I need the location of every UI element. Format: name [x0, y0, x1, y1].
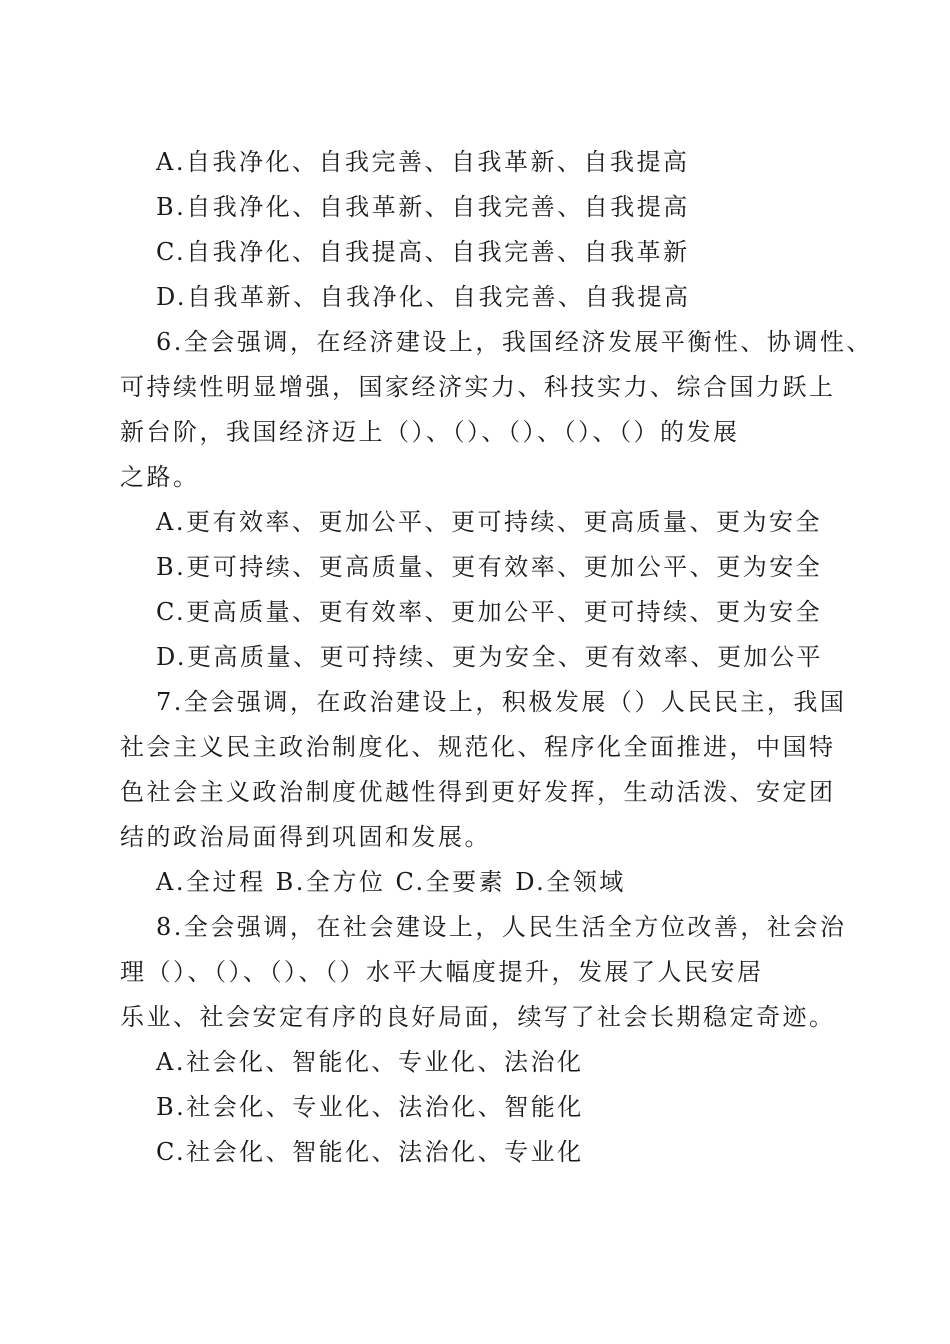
q7-line-1: 7.全会强调，在政治建设上，积极发展（）人民民主，我国 — [156, 688, 847, 716]
q6-option-c: C.更高质量、更有效率、更加公平、更可持续、更为安全 — [156, 598, 823, 626]
q8-option-c: C.社会化、智能化、法治化、专业化 — [156, 1138, 584, 1166]
document-page — [120, 140, 873, 1175]
q6-line-2: 可持续性明显增强，国家经济实力、科技实力、综合国力跃上 — [120, 373, 836, 401]
question-7 — [120, 680, 847, 905]
question-8 — [120, 905, 847, 1175]
q8-line-2: 理（）、（）、（）、（）水平大幅度提升，发展了人民安居 — [120, 958, 764, 986]
q6-option-d: D.更高质量、更可持续、更为安全、更有效率、更加公平 — [156, 643, 824, 671]
q6-line-4: 之路。 — [120, 463, 200, 491]
q5-option-d: D.自我革新、自我净化、自我完善、自我提高 — [156, 283, 691, 311]
q8-line-3: 乐业、社会安定有序的良好局面，续写了社会长期稳定奇迹。 — [120, 1003, 836, 1031]
q5-option-c: C.自我净化、自我提高、自我完善、自我革新 — [156, 238, 690, 266]
q8-option-a: A.社会化、智能化、专业化、法治化 — [156, 1048, 584, 1076]
q6-line-3: 新台阶，我国经济迈上（）、（）、（）、（）、（）的发展 — [120, 418, 740, 446]
q7-line-2: 社会主义民主政治制度化、规范化、程序化全面推进，中国特 — [120, 733, 836, 761]
q8-option-b: B.社会化、专业化、法治化、智能化 — [156, 1093, 584, 1121]
q6-option-b: B.更可持续、更高质量、更有效率、更加公平、更为安全 — [156, 553, 823, 581]
q6-option-a: A.更有效率、更加公平、更可持续、更高质量、更为安全 — [156, 508, 822, 536]
q7-line-4: 结的政治局面得到巩固和发展。 — [120, 823, 491, 851]
q5-option-a: A.自我净化、自我完善、自我革新、自我提高 — [156, 148, 690, 176]
q6-line-1: 6.全会强调，在经济建设上，我国经济发展平衡性、协调性、 — [156, 328, 873, 356]
q8-line-1: 8.全会强调，在社会建设上，人民生活全方位改善，社会治 — [156, 913, 847, 941]
q5-option-b: B.自我净化、自我革新、自我完善、自我提高 — [156, 193, 690, 221]
q7-line-3: 色社会主义政治制度优越性得到更好发挥，生动活泼、安定团 — [120, 778, 836, 806]
q7-options: A.全过程 B.全方位 C.全要素 D.全领域 — [156, 868, 626, 896]
question-5-options — [120, 140, 830, 320]
question-6 — [120, 320, 873, 680]
